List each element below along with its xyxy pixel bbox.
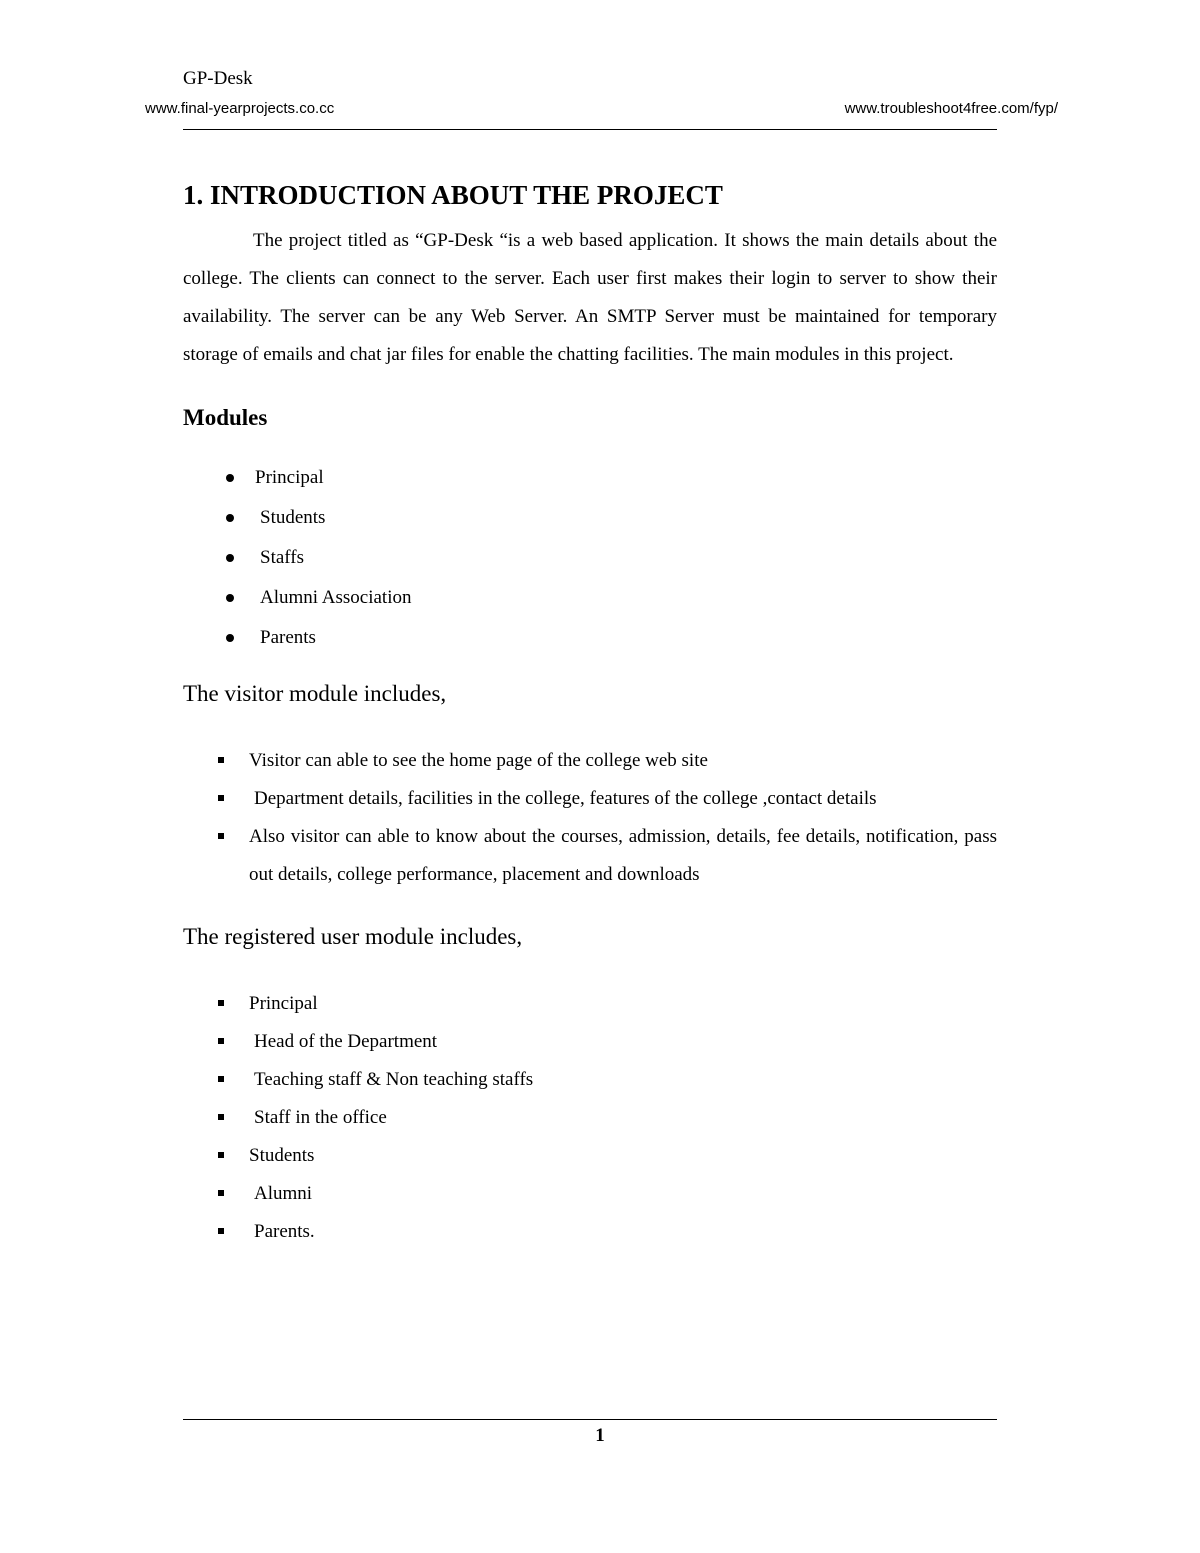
module-item-label: Principal bbox=[255, 467, 324, 488]
modules-list bbox=[183, 465, 997, 651]
intro-paragraph: The project titled as “GP-Desk “is a web based application. It shows the main details about the college. The clients can connect to the server. Each user first makes their login to server to show their availability. The server can be any Web Server. An SMTP Server must be maintained for temporary storage of emails and chat jar files for enable the chatting facilities. The main modules in this project. bbox=[183, 230, 997, 365]
list-item bbox=[183, 1213, 997, 1251]
list-item bbox=[183, 465, 997, 491]
bullet-dot-icon bbox=[226, 474, 234, 482]
list-item bbox=[183, 1061, 997, 1099]
registered-list bbox=[183, 985, 997, 1251]
registered-heading: The registered user module includes, bbox=[183, 924, 523, 949]
list-item bbox=[183, 1099, 997, 1137]
header-title: GP-Desk bbox=[183, 68, 253, 89]
square-bullet-icon bbox=[218, 833, 224, 839]
square-bullet-icon bbox=[218, 795, 224, 801]
module-item-label: Alumni Association bbox=[260, 587, 412, 608]
page-content bbox=[183, 176, 997, 1251]
registered-item-label: Alumni bbox=[254, 1183, 313, 1204]
square-bullet-icon bbox=[218, 1152, 224, 1158]
registered-item-label: Head of the Department bbox=[254, 1031, 438, 1052]
visitor-list bbox=[183, 742, 997, 894]
list-item bbox=[183, 1175, 997, 1213]
registered-item-label: Principal bbox=[249, 993, 318, 1014]
modules-heading: Modules bbox=[183, 405, 268, 430]
bullet-dot-icon bbox=[226, 514, 234, 522]
visitor-item-label: Also visitor can able to know about the courses, admission, details, fee details, notification, pass out details, college performance, placement and downloads bbox=[249, 826, 997, 885]
list-item bbox=[183, 625, 997, 651]
header-right-url: www.troubleshoot4free.com/fyp/ bbox=[844, 100, 1058, 117]
square-bullet-icon bbox=[218, 757, 224, 763]
footer-divider bbox=[183, 1419, 997, 1420]
module-item-label: Parents bbox=[260, 627, 316, 648]
visitor-item-label: Department details, facilities in the college, features of the college ,contact details bbox=[254, 788, 877, 809]
registered-item-label: Teaching staff & Non teaching staffs bbox=[254, 1069, 534, 1090]
header-left-url: www.final-yearprojects.co.cc bbox=[145, 100, 335, 117]
registered-item-label: Students bbox=[249, 1145, 315, 1166]
list-item bbox=[183, 1137, 997, 1175]
list-item bbox=[183, 818, 997, 894]
section-title: 1. INTRODUCTION ABOUT THE PROJECT bbox=[183, 180, 723, 210]
square-bullet-icon bbox=[218, 1000, 224, 1006]
header-divider bbox=[183, 129, 997, 130]
square-bullet-icon bbox=[218, 1114, 224, 1120]
square-bullet-icon bbox=[218, 1076, 224, 1082]
list-item bbox=[183, 780, 997, 818]
bullet-dot-icon bbox=[226, 594, 234, 602]
page-number: 1 bbox=[595, 1425, 605, 1446]
list-item bbox=[183, 985, 997, 1023]
module-item-label: Students bbox=[260, 507, 326, 528]
list-item bbox=[183, 742, 997, 780]
module-item-label: Staffs bbox=[260, 547, 304, 568]
registered-item-label: Parents. bbox=[254, 1221, 315, 1242]
bullet-dot-icon bbox=[226, 554, 234, 562]
list-item bbox=[183, 545, 997, 571]
list-item bbox=[183, 1023, 997, 1061]
square-bullet-icon bbox=[218, 1038, 224, 1044]
square-bullet-icon bbox=[218, 1190, 224, 1196]
visitor-heading: The visitor module includes, bbox=[183, 681, 447, 706]
visitor-item-label: Visitor can able to see the home page of the college web site bbox=[249, 750, 708, 771]
registered-item-label: Staff in the office bbox=[254, 1107, 387, 1128]
bullet-dot-icon bbox=[226, 634, 234, 642]
square-bullet-icon bbox=[218, 1228, 224, 1234]
list-item bbox=[183, 585, 997, 611]
list-item bbox=[183, 505, 997, 531]
